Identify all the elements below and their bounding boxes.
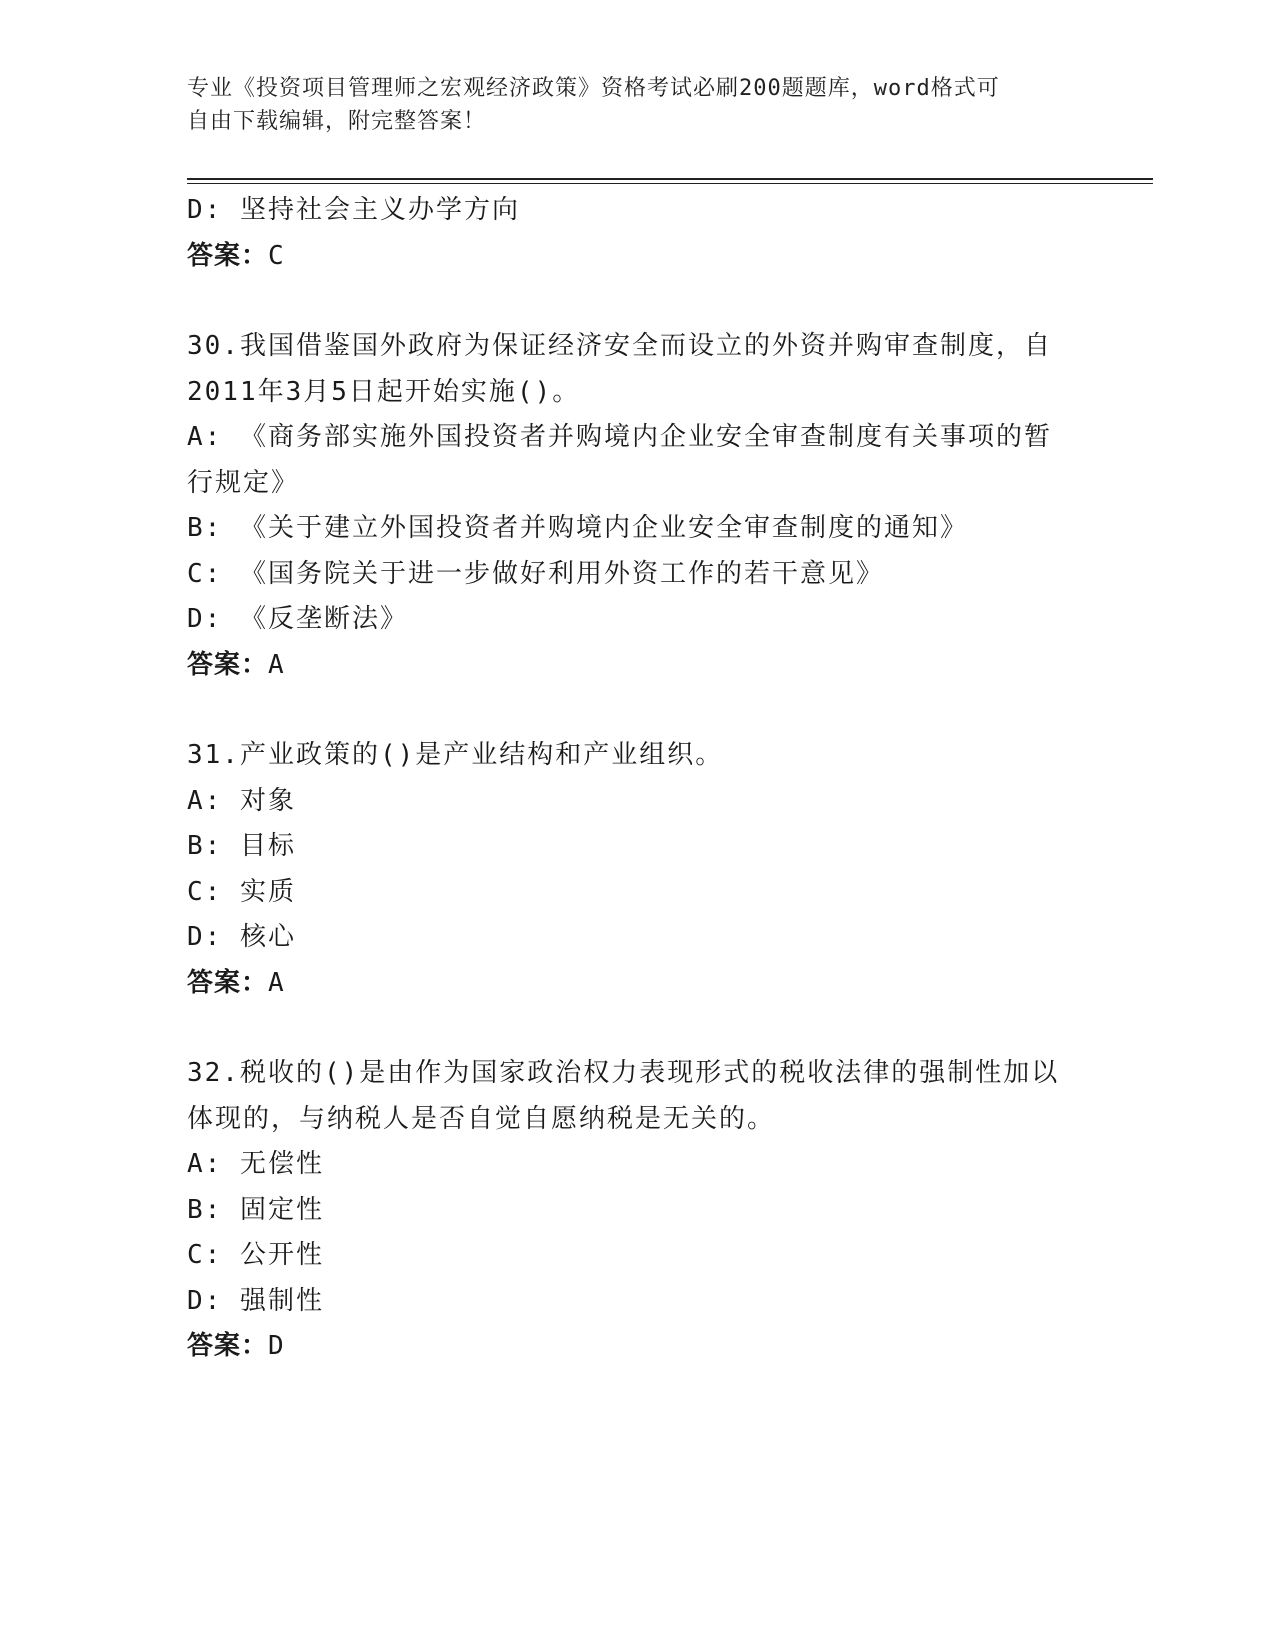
option-c: C: 实质: [187, 876, 296, 907]
option-d: D: 强制性: [187, 1285, 324, 1316]
answer-label: 答案：: [187, 240, 269, 271]
spacer: [187, 279, 1087, 324]
answer-value: C: [268, 240, 285, 271]
option-d: D: 坚持社会主义办学方向: [187, 195, 520, 225]
answer-value: D: [268, 1331, 285, 1361]
spacer: [187, 688, 1087, 733]
answer-line: [187, 961, 1087, 1007]
option-b: B: 固定性: [187, 1194, 324, 1225]
answer-value: A: [268, 649, 285, 680]
question-stem-line-1: 30.我国借鉴国外政府为保证经济安全而设立的外资并购审查制度，自: [187, 331, 1052, 361]
question-stem-line-2: 2011年3月5日起开始实施()。: [187, 376, 581, 407]
question-31: [187, 733, 1087, 1006]
option-b: B: 《关于建立外国投资者并购境内企业安全审查制度的通知》: [187, 513, 968, 543]
option-a-line-1: A: 《商务部实施外国投资者并购境内企业安全审查制度有关事项的暂: [187, 422, 1052, 452]
answer-label: 答案：: [187, 967, 269, 998]
option-a-line-2: 行规定》: [187, 467, 300, 498]
document-header: [187, 72, 1067, 138]
header-line-1: 专业《投资项目管理师之宏观经济政策》资格考试必刷200题题库，word格式可: [187, 76, 1000, 101]
question-stem-line-2: 体现的，与纳税人是否自觉自愿纳税是无关的。: [187, 1103, 776, 1134]
option-d: D: 《反垄断法》: [187, 604, 408, 634]
question-list: [187, 188, 1087, 1370]
question-stem-line-1: 31.产业政策的()是产业结构和产业组织。: [187, 740, 724, 770]
header-rule-thick: [187, 178, 1153, 180]
question-32: [187, 1051, 1087, 1370]
option-c: C: 《国务院关于进一步做好利用外资工作的若干意见》: [187, 558, 884, 589]
question-30: [187, 324, 1087, 688]
option-a: A: 无偿性: [187, 1149, 324, 1179]
answer-label: 答案：: [187, 649, 269, 680]
option-c: C: 公开性: [187, 1240, 324, 1270]
spacer: [187, 1006, 1087, 1051]
answer-label: 答案：: [187, 1331, 269, 1361]
option-b: B: 目标: [187, 831, 296, 861]
header-line-2: 自由下载编辑，附完整答案！: [187, 109, 487, 134]
answer-line: [187, 234, 1087, 280]
header-rule-thin: [187, 183, 1153, 184]
previous-question-tail: [187, 188, 1087, 279]
option-a: A: 对象: [187, 785, 296, 816]
question-stem-line-1: 32.税收的()是由作为国家政治权力表现形式的税收法律的强制性加以: [187, 1058, 1060, 1088]
option-d: D: 核心: [187, 922, 296, 952]
answer-line: [187, 1324, 1087, 1370]
answer-value: A: [268, 967, 285, 998]
answer-line: [187, 643, 1087, 689]
